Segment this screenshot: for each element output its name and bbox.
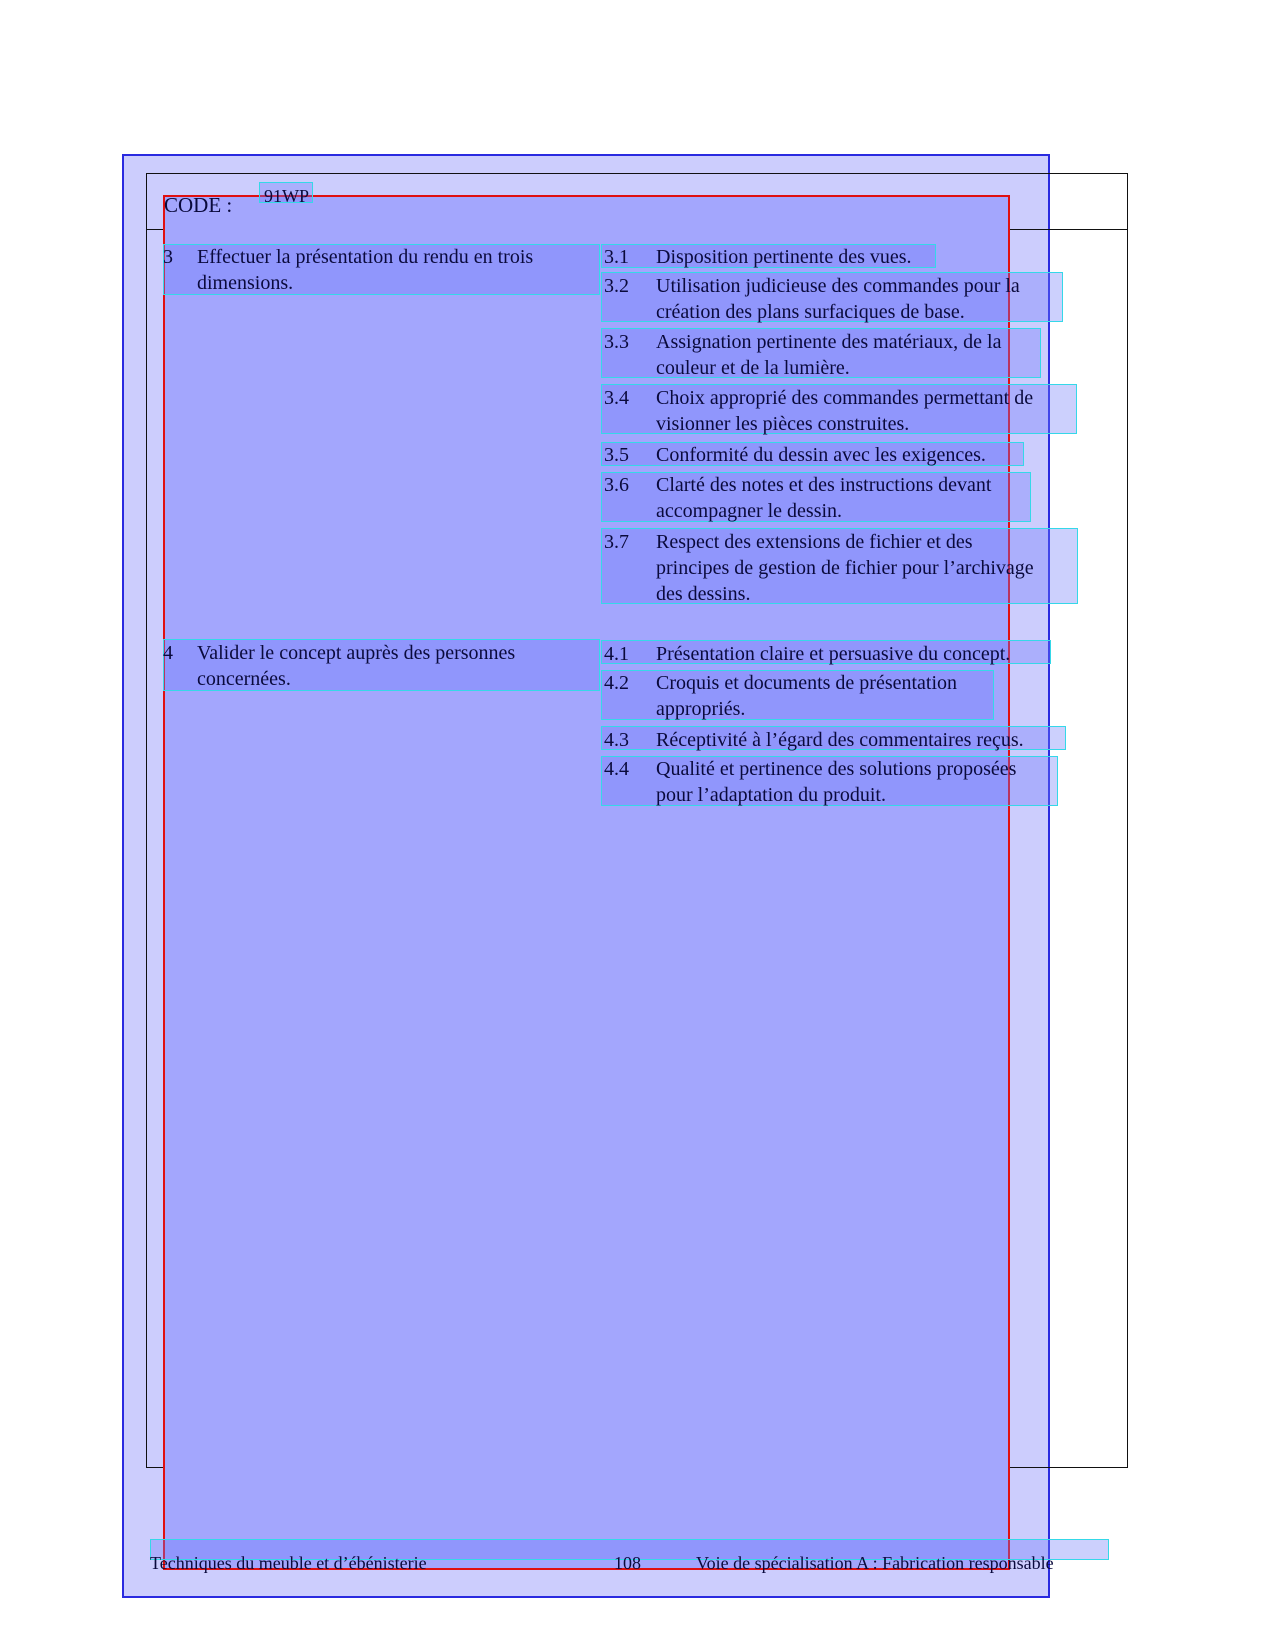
footer-page-number: 108 <box>614 1553 641 1573</box>
criterion-text-line: Qualité et pertinence des solutions proposées <box>656 758 1017 780</box>
footer-specialization: Voie de spécialisation A : Fabrication responsable <box>696 1553 1054 1573</box>
criterion-number: 3.3 <box>604 331 629 353</box>
criterion-number: 3.2 <box>604 275 629 297</box>
criterion-text-line: Clarté des notes et des instructions devant <box>656 474 992 496</box>
competency-number: 3 <box>163 246 173 268</box>
criterion-text-line: Assignation pertinente des matériaux, de la <box>656 331 1002 353</box>
criterion-number: 3.4 <box>604 387 629 409</box>
competency-number: 4 <box>163 642 173 664</box>
criterion-number: 4.1 <box>604 643 629 665</box>
criterion-text-line: création des plans surfaciques de base. <box>656 301 965 323</box>
criterion-text-line: couleur et de la lumière. <box>656 357 850 379</box>
criterion-text-line: visionner les pièces construites. <box>656 413 910 435</box>
criterion-number: 4.3 <box>604 729 629 751</box>
criterion-number: 3.7 <box>604 531 629 553</box>
criterion-text-line: principes de gestion de fichier pour l’archivage <box>656 557 1034 579</box>
footer-program-title: Techniques du meuble et d’ébénisterie <box>150 1553 427 1573</box>
competency-title-line: concernées. <box>197 668 291 690</box>
code-label: CODE : <box>164 193 233 217</box>
competency-title-line: Valider le concept auprès des personnes <box>197 642 516 664</box>
criterion-text-line: Disposition pertinente des vues. <box>656 246 912 268</box>
criterion-number: 3.1 <box>604 246 629 268</box>
criterion-text-line: Présentation claire et persuasive du concept. <box>656 643 1011 665</box>
criterion-number: 4.4 <box>604 758 629 780</box>
criterion-text-line: pour l’adaptation du produit. <box>656 784 886 806</box>
competency-title-line: Effectuer la présentation du rendu en trois <box>197 246 534 268</box>
criterion-text-line: appropriés. <box>656 698 746 720</box>
criterion-text-line: Utilisation judicieuse des commandes pour la <box>656 275 1020 297</box>
criterion-text-line: Respect des extensions de fichier et des <box>656 531 973 553</box>
criterion-number: 3.5 <box>604 444 629 466</box>
competency-title-line: dimensions. <box>197 272 294 294</box>
criterion-text-line: des dessins. <box>656 583 751 605</box>
criterion-text-line: Croquis et documents de présentation <box>656 672 958 694</box>
criterion-number: 3.6 <box>604 474 629 496</box>
criterion-text-line: Choix approprié des commandes permettant de <box>656 387 1034 409</box>
criterion-text-line: accompagner le dessin. <box>656 500 843 522</box>
code-value: 91WP <box>264 186 309 206</box>
criterion-text-line: Réceptivité à l’égard des commentaires reçus. <box>656 729 1024 751</box>
criterion-number: 4.2 <box>604 672 629 694</box>
criterion-text-line: Conformité du dessin avec les exigences. <box>656 444 986 466</box>
